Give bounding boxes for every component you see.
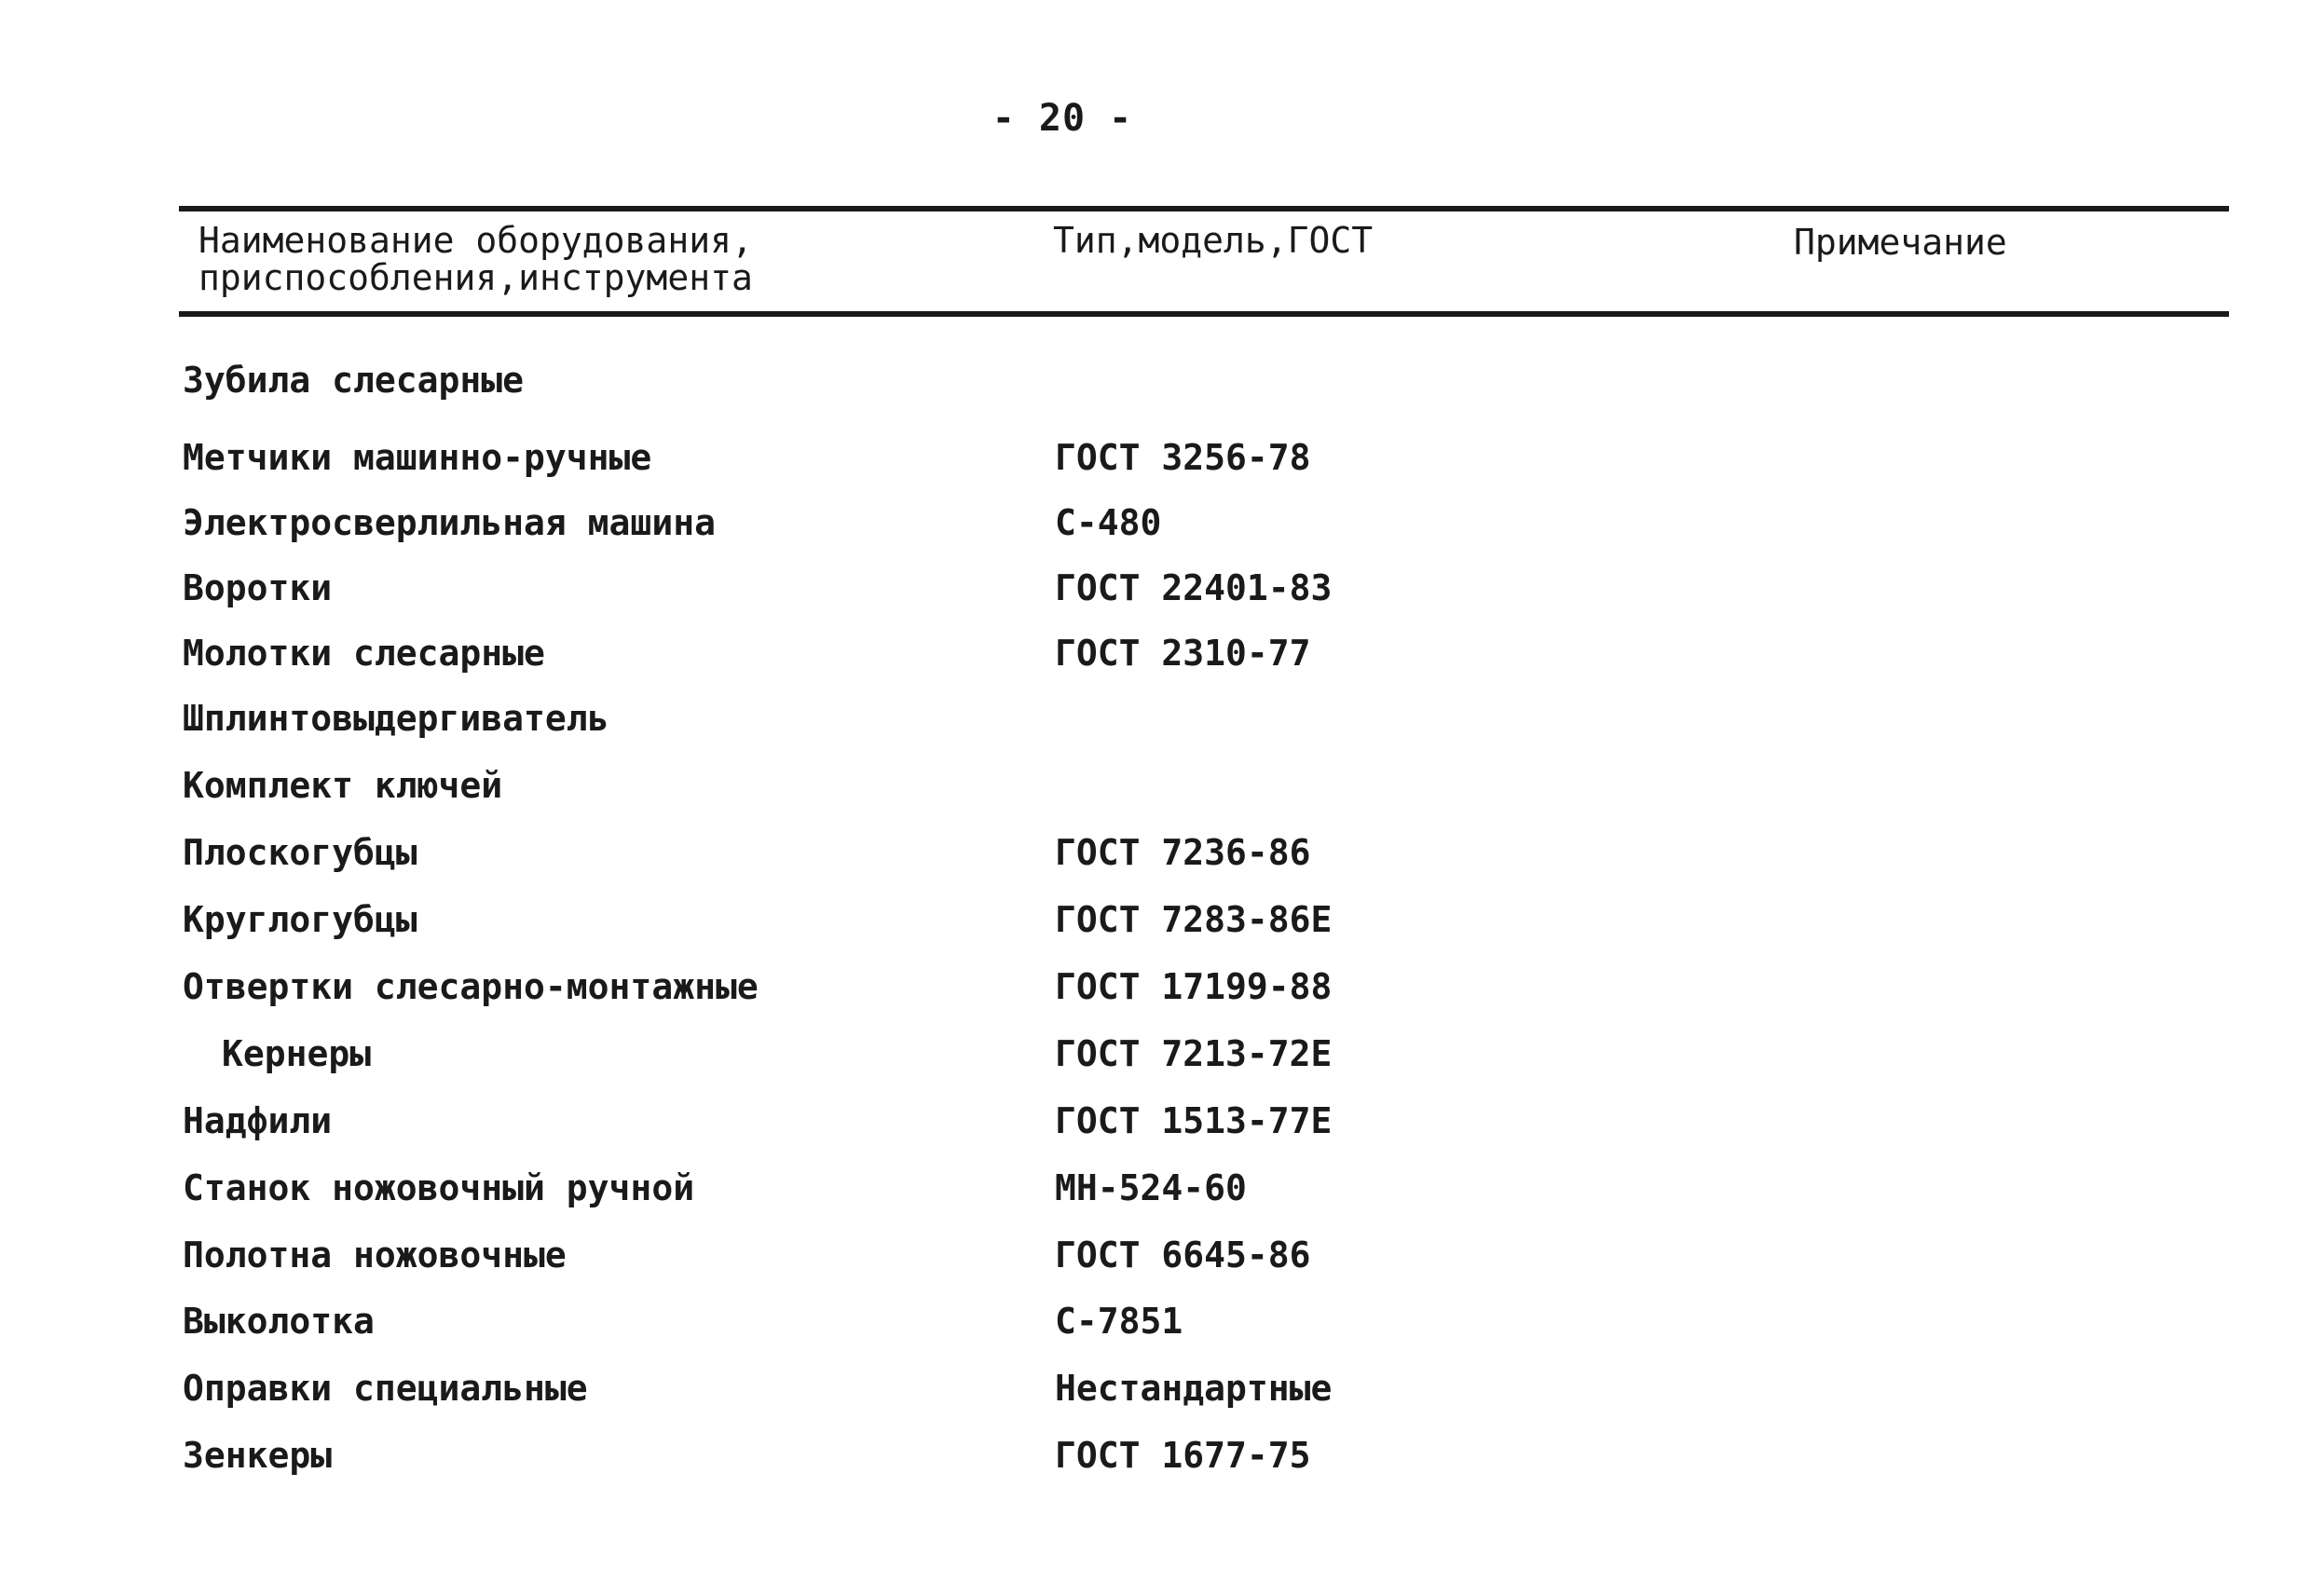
table-row (0, 499, 2236, 546)
row-name: Кернеры (222, 1033, 372, 1074)
row-name: Шплинтовыдергиватель (183, 698, 609, 739)
table-row (0, 1098, 2236, 1144)
table-row (0, 357, 2236, 403)
table-header-rule (179, 311, 2229, 317)
row-name: Комплект ключей (183, 765, 503, 806)
table-row (0, 1298, 2236, 1344)
table-row (0, 762, 2236, 809)
table-row (0, 1165, 2236, 1211)
table-row (0, 630, 2236, 676)
row-type: ГОСТ 2310-77 (1055, 633, 1311, 674)
table-row (0, 695, 2236, 742)
table-top-rule (179, 206, 2229, 211)
row-type: ГОСТ 1677-75 (1055, 1435, 1311, 1476)
row-type: ГОСТ 7283-86Е (1055, 899, 1333, 940)
header-equipment-name (198, 222, 753, 296)
row-name: Круглогубцы (183, 899, 417, 940)
table-row (0, 1030, 2236, 1077)
row-name: Молотки слесарные (183, 633, 545, 674)
row-name: Плоскогубцы (183, 832, 417, 873)
row-type: С-7851 (1055, 1301, 1183, 1342)
row-name: Зубила слесарные (183, 360, 525, 401)
row-name: Полотна ножовочные (183, 1235, 567, 1275)
row-type: ГОСТ 7236-86 (1055, 832, 1311, 873)
row-name: Надфили (183, 1100, 333, 1141)
row-type: ГОСТ 1513-77Е (1055, 1100, 1333, 1141)
row-type: ГОСТ 22401-83 (1055, 567, 1333, 608)
page-number: - 20 - (991, 97, 1133, 140)
row-name: Электросверлильная машина (183, 502, 716, 543)
header-note: Примечание (1794, 222, 2007, 263)
table-row (0, 1365, 2236, 1412)
row-type: Нестандартные (1055, 1368, 1333, 1409)
row-type: С-480 (1055, 502, 1162, 543)
row-name: Воротки (183, 567, 333, 608)
row-name: Станок ножовочный ручной (183, 1167, 695, 1208)
row-type: ГОСТ 3256-78 (1055, 437, 1311, 478)
table-row (0, 963, 2236, 1010)
table-row (0, 434, 2236, 481)
header-equipment-name-line2: приспособления,инструмента (198, 257, 753, 298)
row-type: ГОСТ 6645-86 (1055, 1235, 1311, 1275)
header-type-model: Тип,модель,ГОСТ (1053, 220, 1374, 261)
row-type: ГОСТ 17199-88 (1055, 966, 1333, 1007)
row-name: Зенкеры (183, 1435, 333, 1476)
table-row (0, 1432, 2236, 1479)
header-equipment-name-line1: Наименование оборудования, (198, 220, 753, 261)
row-type: ГОСТ 7213-72Е (1055, 1033, 1333, 1074)
table-row (0, 1232, 2236, 1278)
table-row (0, 829, 2236, 876)
table-row (0, 896, 2236, 943)
table-row (0, 565, 2236, 611)
row-name: Оправки специальные (183, 1368, 588, 1409)
row-name: Выколотка (183, 1301, 375, 1342)
row-name: Метчики машинно-ручные (183, 437, 652, 478)
row-name: Отвертки слесарно-монтажные (183, 966, 759, 1007)
row-type: МН-524-60 (1055, 1167, 1247, 1208)
